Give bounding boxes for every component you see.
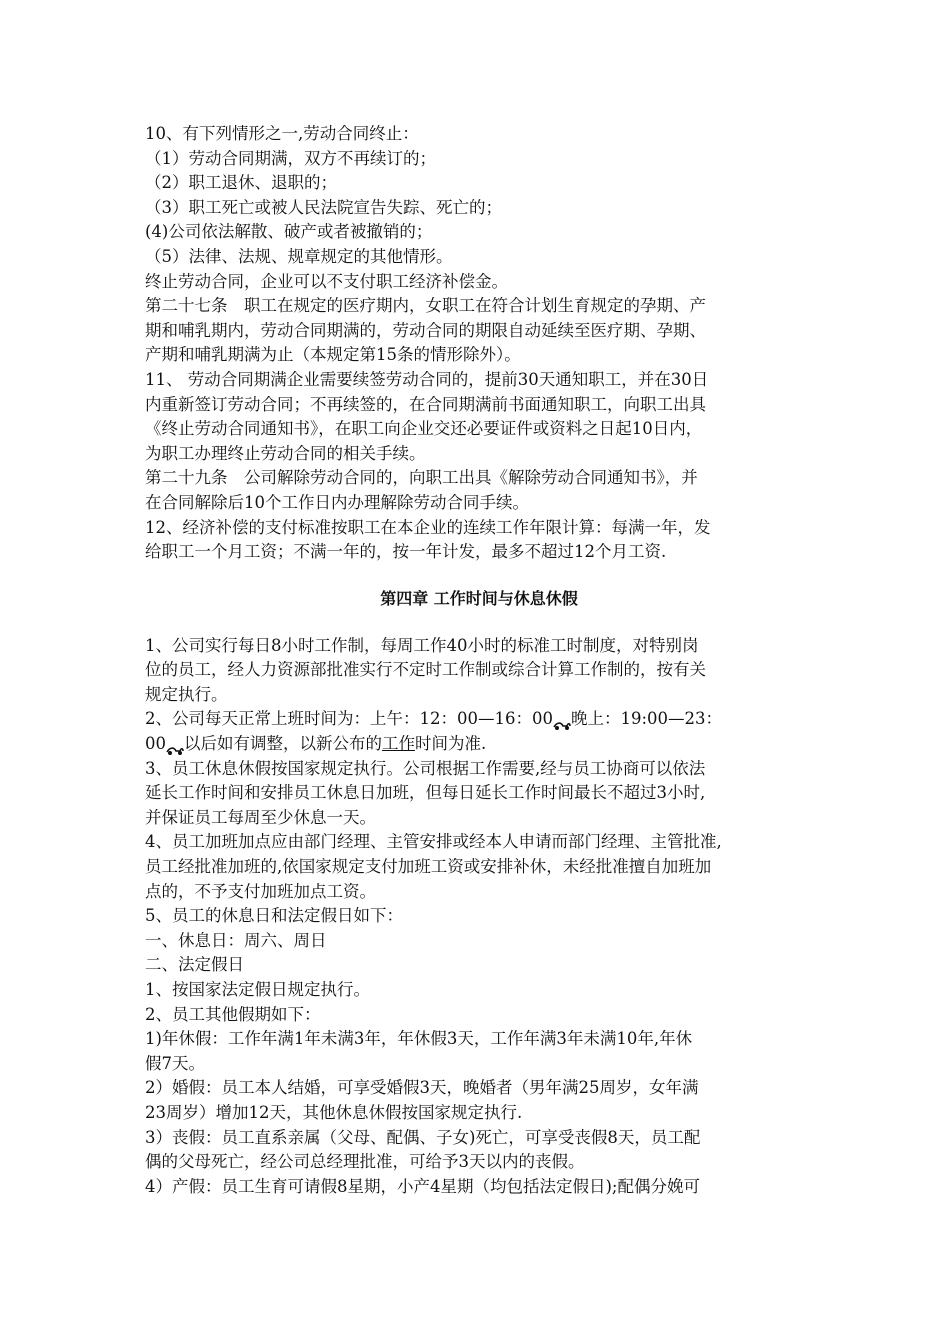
text-line: 1、按国家法定假日规定执行。 xyxy=(145,980,370,999)
text-line: 终止劳动合同，企业可以不支付职工经济补偿金。 xyxy=(145,271,508,291)
underlined-link-text[interactable]: 工作 xyxy=(382,734,415,754)
scooter-symbol-icon xyxy=(553,714,571,726)
text-line-working-hours xyxy=(145,707,813,732)
section-labor-contract-termination xyxy=(145,122,813,565)
text-line: 规定执行。 xyxy=(145,684,228,704)
text-line: 11、 劳动合同期满企业需要续签劳动合同的，提前30天通知职工，并在30日 xyxy=(145,369,709,389)
text-line: 1、公司实行每日8小时工作制，每周工作40小时的标准工时制度，对特别岗 xyxy=(145,635,699,655)
text-line: 内重新签订劳动合同；不再续签的，在合同期满前书面通知职工，向职工出具 xyxy=(145,394,706,414)
text-line: 位的员工，经人力资源部批准实行不定时工作制或综合计算工作制的，按有关 xyxy=(145,660,706,680)
text-line: 第二十九条 公司解除劳动合同的，向职工出具《解除劳动合同通知书》，并 xyxy=(145,468,698,488)
text-segment: 晚上：19:00—23： xyxy=(570,709,723,729)
text-line: （5）法律、法规、规章规定的其他情形。 xyxy=(145,246,453,266)
text-line: 第二十七条 职工在规定的医疗期内，女职工在符合计划生育规定的孕期、产 xyxy=(145,296,706,316)
text-line: (4)公司依法解散、破产或者被撤销的； xyxy=(145,222,433,242)
text-line: 假7天。 xyxy=(145,1053,205,1073)
text-line: 在合同解除后10个工作日内办理解除劳动合同手续。 xyxy=(145,492,529,512)
text-segment: 以后如有调整，以新公布的 xyxy=(184,734,382,754)
text-line: 12、经济补偿的支付标准按职工在本企业的连续工作年限计算：每满一年，发 xyxy=(145,517,711,537)
text-segment: 时间为准. xyxy=(415,734,487,754)
text-line: （1）劳动合同期满，双方不再续订的； xyxy=(145,148,436,168)
text-line: 《终止劳动合同通知书》，在职工向企业交还必要证件或资料之日起10日内， xyxy=(145,419,703,439)
text-line-working-hours-cont xyxy=(145,732,813,757)
text-line: 2）婚假：员工本人结婚，可享受婚假3天，晚婚者（男年满25周岁，女年满 xyxy=(145,1078,699,1098)
text-line: 期和哺乳期内，劳动合同期满的，劳动合同的期限自动延续至医疗期、孕期、 xyxy=(145,320,706,340)
text-line: 5、员工的休息日和法定假日如下： xyxy=(145,906,403,926)
text-line: 并保证员工每周至少休息一天。 xyxy=(145,807,376,827)
text-line: 1)年休假：工作年满1年未满3年，年休假3天，工作年满3年未满10年,年休 xyxy=(145,1029,693,1049)
text-line: 给职工一个月工资；不满一年的，按一年计发，最多不超过12个月工资. xyxy=(145,542,667,562)
text-line: 产期和哺乳期满为止（本规定第15条的情形除外）。 xyxy=(145,345,521,365)
text-line: 10、有下列情形之一,劳动合同终止： xyxy=(145,124,419,143)
text-line: 一、休息日：周六、周日 xyxy=(145,930,327,950)
text-line: 3）丧假：员工直系亲属（父母、配偶、子女)死亡，可享受丧假8天，员工配 xyxy=(145,1127,701,1147)
scooter-symbol-icon xyxy=(166,739,184,751)
text-line: 员工经批准加班的,依国家规定支付加班工资或安排补休，未经批准擅自加班加 xyxy=(145,857,712,877)
text-line: 4）产假：员工生育可请假8星期，小产4星期（均包括法定假日);配偶分娩可 xyxy=(145,1176,700,1196)
text-segment: 2、公司每天正常上班时间为：上午：12：00—16：00 xyxy=(145,709,553,729)
text-line: 3、员工休息休假按国家规定执行。公司根据工作需要,经与员工协商可以依法 xyxy=(145,758,706,778)
text-line: 23周岁）增加12天，其他休息休假按国家规定执行. xyxy=(145,1102,523,1122)
text-line: （2）职工退休、退职的； xyxy=(145,173,337,193)
text-line: 延长工作时间和安排员工休息日加班，但每日延长工作时间最长不超过3小时, xyxy=(145,783,706,803)
text-line: 为职工办理终止劳动合同的相关手续。 xyxy=(145,443,426,463)
section-working-hours xyxy=(145,634,813,1200)
text-line: 二、法定假日 xyxy=(145,955,244,975)
document-page xyxy=(145,122,813,1199)
chapter-heading: 第四章 工作时间与休息休假 xyxy=(380,588,578,608)
text-segment: 00 xyxy=(145,734,166,754)
text-line: 4、员工加班加点应由部门经理、主管安排或经本人申请而部门经理、主管批准, xyxy=(145,832,722,852)
text-line: （3）职工死亡或被人民法院宣告失踪、死亡的； xyxy=(145,197,502,217)
text-line: 点的，不予支付加班加点工资。 xyxy=(145,881,376,901)
text-line: 2、员工其他假期如下： xyxy=(145,1004,321,1024)
text-line: 偶的父母死亡，经公司总经理批准，可给予3天以内的丧假。 xyxy=(145,1152,585,1172)
